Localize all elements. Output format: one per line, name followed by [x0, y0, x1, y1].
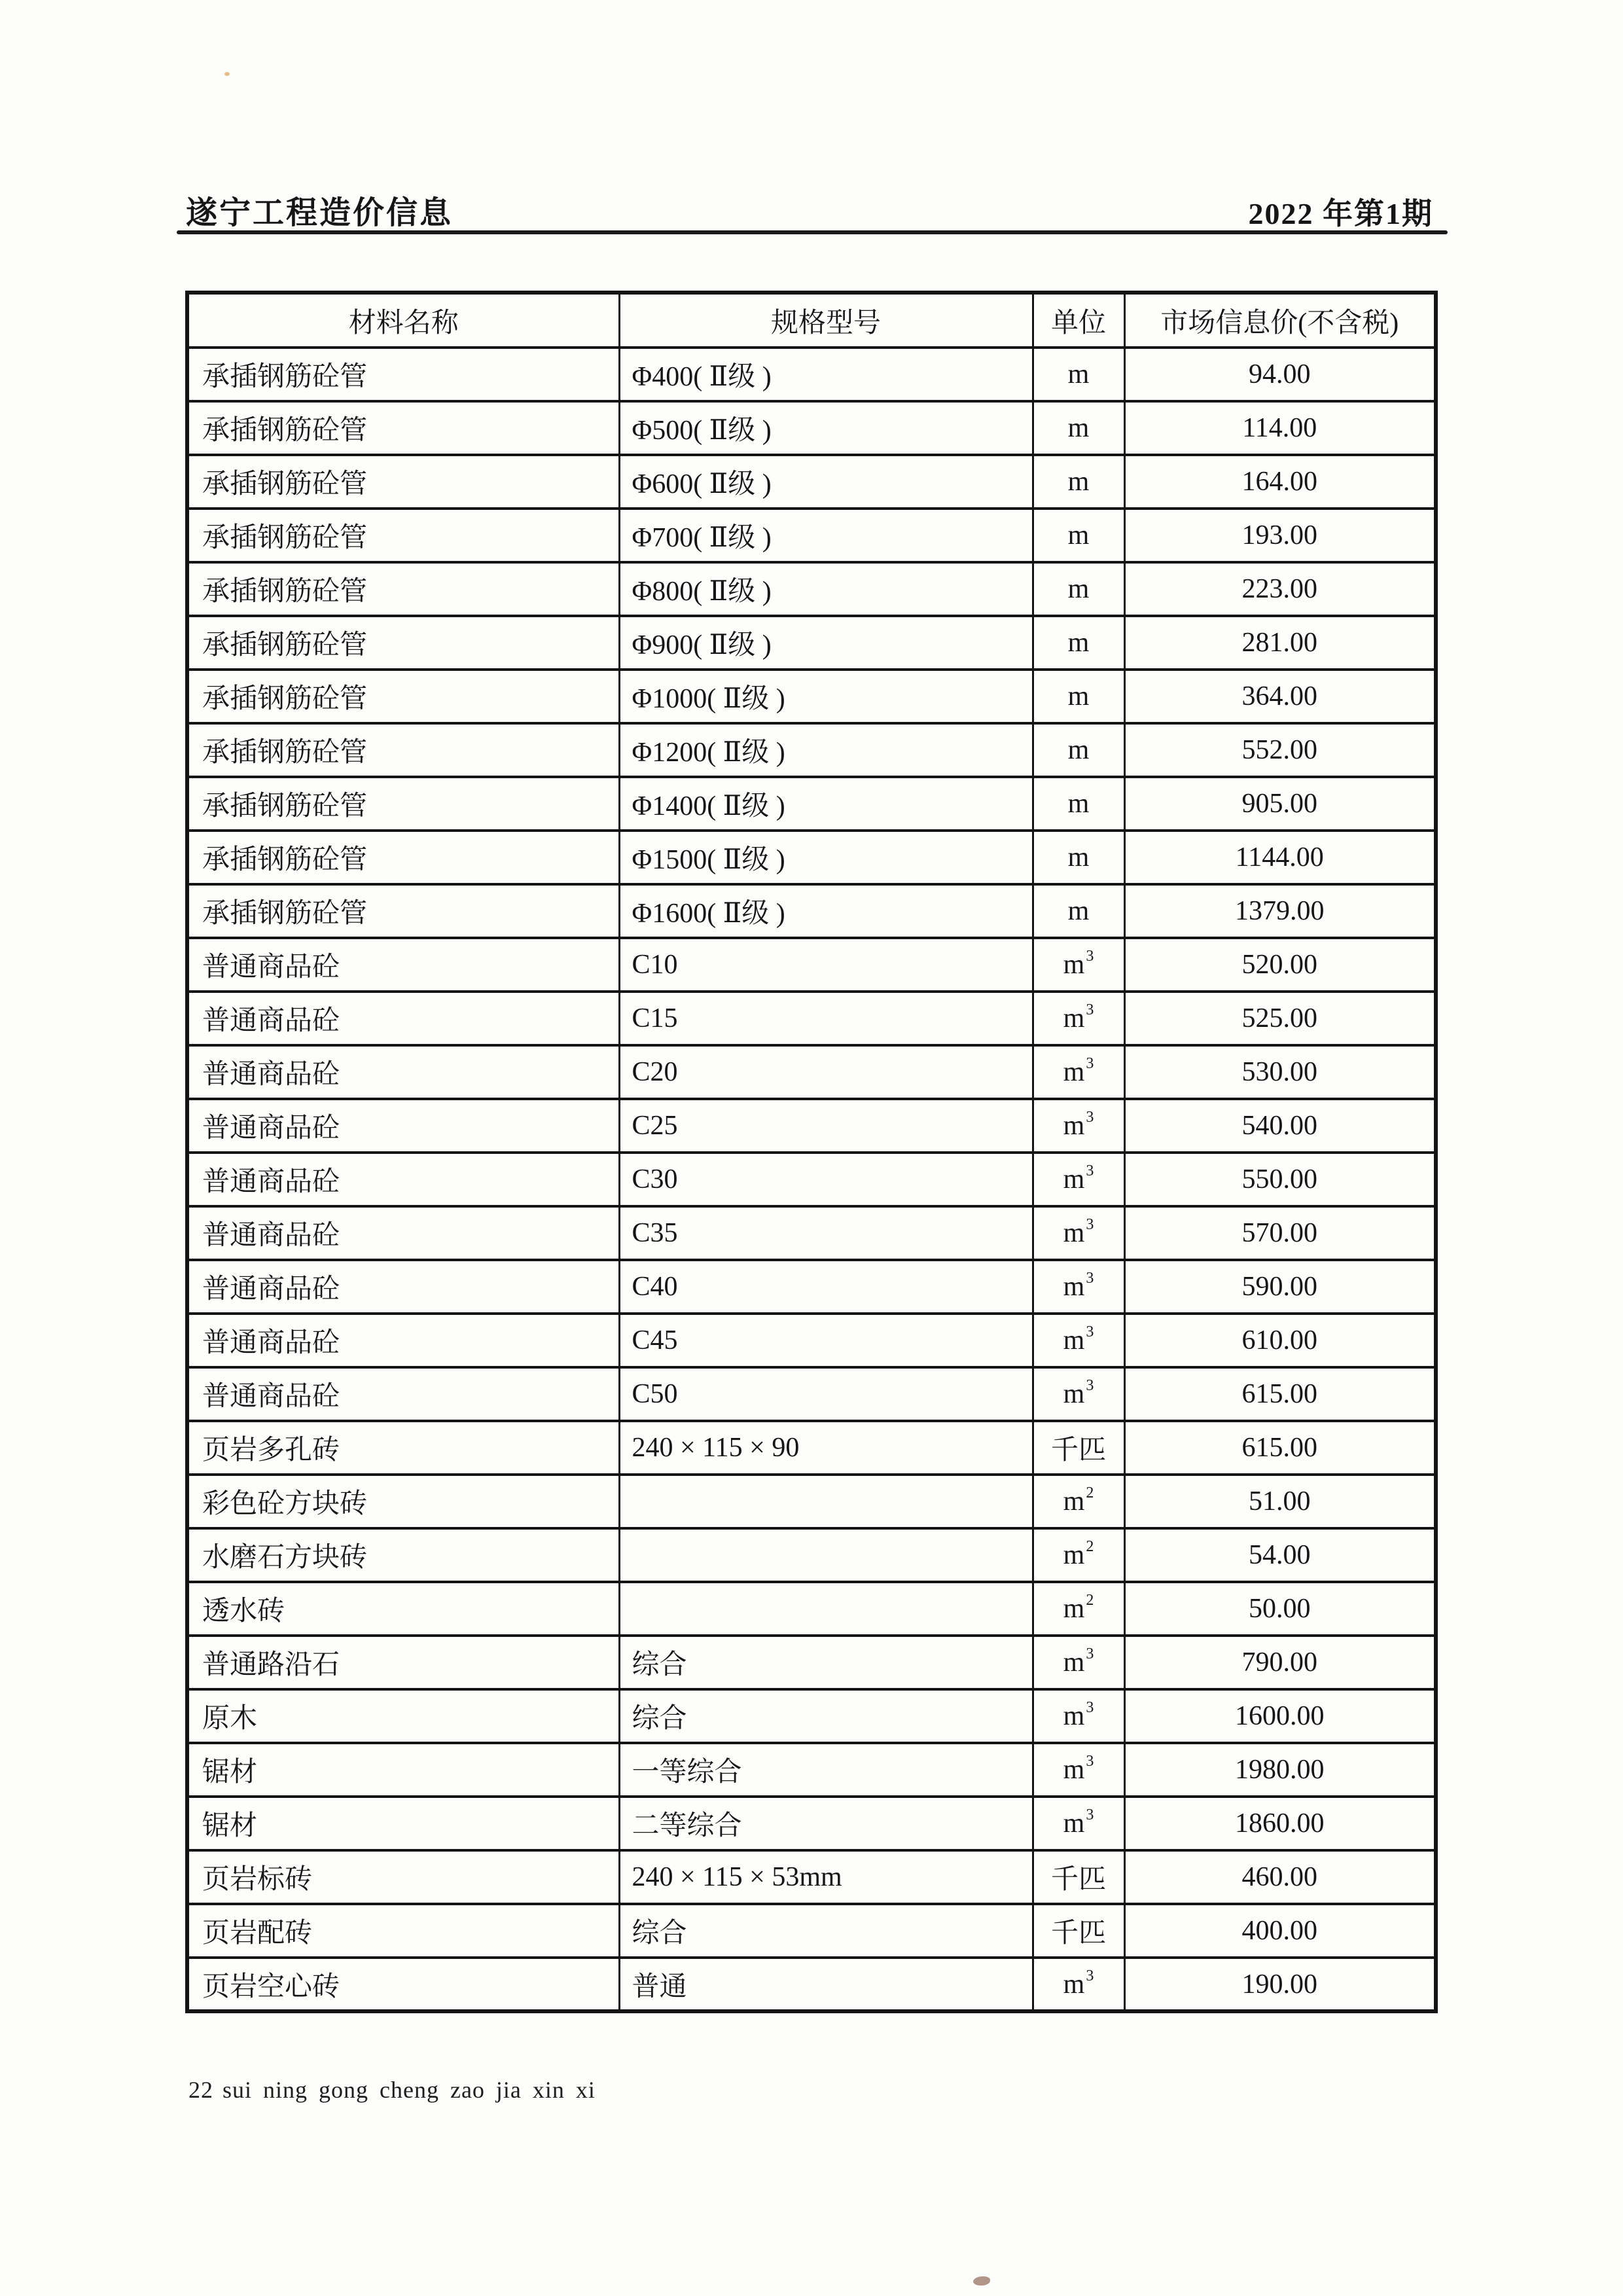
- unit-superscript: 3: [1086, 1270, 1094, 1287]
- table-row: [187, 1636, 1436, 1689]
- material-name-cell: 普通商品砼: [187, 992, 619, 1045]
- table-row: [187, 1958, 1436, 2011]
- unit-base: m: [1067, 574, 1090, 604]
- price-cell: 223.00: [1124, 562, 1436, 616]
- unit-base: m: [1063, 1164, 1085, 1194]
- price-cell: 905.00: [1124, 777, 1436, 831]
- material-name-cell: 普通商品砼: [187, 1367, 619, 1421]
- unit-cell: [1033, 723, 1124, 777]
- spec-cell: [619, 1475, 1033, 1528]
- unit-base: m: [1063, 1111, 1085, 1141]
- material-name-cell: 页岩配砖: [187, 1904, 619, 1958]
- table-row: [187, 1206, 1436, 1260]
- column-header-spec: 规格型号: [619, 293, 1033, 348]
- spec-cell: 240 × 115 × 90: [619, 1421, 1033, 1475]
- table-row: [187, 1904, 1436, 1958]
- price-cell: 610.00: [1124, 1314, 1436, 1367]
- issue-label: 2022 年第1期: [1248, 197, 1433, 230]
- unit-cell: [1033, 1528, 1124, 1582]
- price-cell: 51.00: [1124, 1475, 1436, 1528]
- price-cell: 190.00: [1124, 1958, 1436, 2011]
- price-cell: 615.00: [1124, 1367, 1436, 1421]
- unit-cell: [1033, 1958, 1124, 2011]
- unit-base: m: [1063, 1486, 1085, 1516]
- price-cell: 50.00: [1124, 1582, 1436, 1636]
- price-cell: 460.00: [1124, 1850, 1436, 1904]
- unit-superscript: 3: [1086, 1645, 1094, 1662]
- unit-superscript: 3: [1086, 1699, 1094, 1716]
- table-row: [187, 1421, 1436, 1475]
- material-name-cell: 锯材: [187, 1743, 619, 1797]
- unit-cell: [1033, 1260, 1124, 1314]
- material-name-cell: 锯材: [187, 1797, 619, 1850]
- unit-base: m: [1063, 1272, 1085, 1302]
- material-name-cell: 页岩标砖: [187, 1850, 619, 1904]
- unit-base: m: [1067, 842, 1090, 872]
- material-name-cell: 页岩空心砖: [187, 1958, 619, 2011]
- table-row: [187, 348, 1436, 401]
- unit-cell: [1033, 1743, 1124, 1797]
- material-name-cell: 承插钢筋砼管: [187, 455, 619, 509]
- unit-base: m: [1067, 520, 1090, 550]
- table-body: [187, 348, 1436, 2011]
- unit-base: m: [1063, 950, 1085, 980]
- material-name-cell: 普通商品砼: [187, 938, 619, 992]
- price-cell: 1860.00: [1124, 1797, 1436, 1850]
- table-row: [187, 616, 1436, 670]
- unit-cell: [1033, 1367, 1124, 1421]
- unit-superscript: 3: [1086, 1055, 1094, 1072]
- unit-cell: [1033, 1421, 1124, 1475]
- unit-base: m: [1063, 1701, 1085, 1731]
- page-footer: [188, 2076, 596, 2104]
- table-row: [187, 1528, 1436, 1582]
- price-cell: 520.00: [1124, 938, 1436, 992]
- table-row: [187, 1743, 1436, 1797]
- table-header: [187, 293, 1436, 348]
- spec-cell: C30: [619, 1153, 1033, 1206]
- price-cell: 1379.00: [1124, 884, 1436, 938]
- column-header-unit: 单位: [1033, 293, 1124, 348]
- spec-cell: 综合: [619, 1689, 1033, 1743]
- spec-cell: C25: [619, 1099, 1033, 1153]
- unit-base: m: [1063, 1969, 1085, 2000]
- spec-cell: C10: [619, 938, 1033, 992]
- unit-base: 千匹: [1050, 1918, 1106, 1948]
- unit-base: m: [1067, 359, 1090, 389]
- unit-base: m: [1067, 413, 1090, 443]
- price-cell: 790.00: [1124, 1636, 1436, 1689]
- spec-cell: C50: [619, 1367, 1033, 1421]
- material-name-cell: 普通商品砼: [187, 1153, 619, 1206]
- scan-artifact-speck: [224, 72, 230, 76]
- table-row: [187, 509, 1436, 562]
- unit-cell: [1033, 1797, 1124, 1850]
- unit-cell: [1033, 884, 1124, 938]
- material-name-cell: 承插钢筋砼管: [187, 348, 619, 401]
- unit-base: m: [1063, 1755, 1085, 1785]
- table-row: [187, 1582, 1436, 1636]
- price-cell: 193.00: [1124, 509, 1436, 562]
- table-row: [187, 884, 1436, 938]
- spec-cell: C40: [619, 1260, 1033, 1314]
- unit-cell: [1033, 1850, 1124, 1904]
- unit-cell: [1033, 1206, 1124, 1260]
- price-cell: 114.00: [1124, 401, 1436, 455]
- unit-cell: [1033, 1153, 1124, 1206]
- material-name-cell: 承插钢筋砼管: [187, 670, 619, 723]
- spec-cell: Φ500( Ⅱ级 ): [619, 401, 1033, 455]
- price-cell: 570.00: [1124, 1206, 1436, 1260]
- table-row: [187, 777, 1436, 831]
- price-cell: 530.00: [1124, 1045, 1436, 1099]
- unit-cell: [1033, 401, 1124, 455]
- price-cell: 54.00: [1124, 1528, 1436, 1582]
- unit-cell: [1033, 992, 1124, 1045]
- material-price-table: [185, 291, 1438, 2013]
- table-row: [187, 1099, 1436, 1153]
- table-header-row: [187, 293, 1436, 348]
- spec-cell: 综合: [619, 1636, 1033, 1689]
- table-row: [187, 831, 1436, 884]
- unit-base: m: [1067, 467, 1090, 497]
- spec-cell: C45: [619, 1314, 1033, 1367]
- footer-pinyin-text: sui ning gong cheng zao jia xin xi: [223, 2077, 596, 2103]
- column-header-price: 市场信息价(不含税): [1124, 293, 1436, 348]
- unit-base: m: [1067, 896, 1090, 926]
- table-row: [187, 992, 1436, 1045]
- column-header-material: 材料名称: [187, 293, 619, 348]
- table-row: [187, 401, 1436, 455]
- unit-cell: [1033, 616, 1124, 670]
- material-name-cell: 承插钢筋砼管: [187, 401, 619, 455]
- unit-base: m: [1063, 1808, 1085, 1839]
- material-name-cell: 页岩多孔砖: [187, 1421, 619, 1475]
- price-cell: 1980.00: [1124, 1743, 1436, 1797]
- price-cell: 400.00: [1124, 1904, 1436, 1958]
- unit-cell: [1033, 1314, 1124, 1367]
- spec-cell: Φ800( Ⅱ级 ): [619, 562, 1033, 616]
- table-row: [187, 1153, 1436, 1206]
- unit-cell: [1033, 1689, 1124, 1743]
- unit-superscript: 3: [1086, 1377, 1094, 1394]
- unit-cell: [1033, 562, 1124, 616]
- material-name-cell: 承插钢筋砼管: [187, 777, 619, 831]
- material-name-cell: 承插钢筋砼管: [187, 616, 619, 670]
- unit-superscript: 3: [1086, 1806, 1094, 1823]
- material-name-cell: 水磨石方块砖: [187, 1528, 619, 1582]
- spec-cell: Φ900( Ⅱ级 ): [619, 616, 1033, 670]
- spec-cell: 综合: [619, 1904, 1033, 1958]
- material-name-cell: 透水砖: [187, 1582, 619, 1636]
- price-cell: 525.00: [1124, 992, 1436, 1045]
- table-row: [187, 670, 1436, 723]
- price-cell: 540.00: [1124, 1099, 1436, 1153]
- unit-cell: [1033, 670, 1124, 723]
- unit-superscript: 3: [1086, 1109, 1094, 1126]
- unit-base: m: [1063, 1003, 1085, 1033]
- price-cell: 1600.00: [1124, 1689, 1436, 1743]
- unit-superscript: 3: [1086, 948, 1094, 965]
- unit-base: m: [1067, 628, 1090, 658]
- spec-cell: Φ1500( Ⅱ级 ): [619, 831, 1033, 884]
- spec-cell: [619, 1582, 1033, 1636]
- unit-cell: [1033, 348, 1124, 401]
- unit-base: m: [1063, 1325, 1085, 1355]
- price-cell: 615.00: [1124, 1421, 1436, 1475]
- price-cell: 550.00: [1124, 1153, 1436, 1206]
- material-name-cell: 普通路沿石: [187, 1636, 619, 1689]
- price-cell: 590.00: [1124, 1260, 1436, 1314]
- spec-cell: 240 × 115 × 53mm: [619, 1850, 1033, 1904]
- unit-base: 千匹: [1050, 1865, 1106, 1895]
- material-name-cell: 普通商品砼: [187, 1206, 619, 1260]
- material-name-cell: 承插钢筋砼管: [187, 509, 619, 562]
- table-row: [187, 1260, 1436, 1314]
- material-name-cell: 普通商品砼: [187, 1099, 619, 1153]
- unit-superscript: 2: [1086, 1484, 1094, 1501]
- price-cell: 552.00: [1124, 723, 1436, 777]
- spec-cell: C20: [619, 1045, 1033, 1099]
- unit-base: m: [1067, 735, 1090, 765]
- unit-superscript: 3: [1086, 1162, 1094, 1179]
- price-cell: 94.00: [1124, 348, 1436, 401]
- spec-cell: C35: [619, 1206, 1033, 1260]
- material-name-cell: 承插钢筋砼管: [187, 562, 619, 616]
- table-row: [187, 723, 1436, 777]
- unit-cell: [1033, 1099, 1124, 1153]
- material-name-cell: 普通商品砼: [187, 1314, 619, 1367]
- table-row: [187, 1850, 1436, 1904]
- spec-cell: 二等综合: [619, 1797, 1033, 1850]
- spec-cell: Φ1200( Ⅱ级 ): [619, 723, 1033, 777]
- journal-title: 遂宁工程造价信息: [186, 196, 454, 230]
- unit-cell: [1033, 1904, 1124, 1958]
- unit-cell: [1033, 1636, 1124, 1689]
- table-row: [187, 1475, 1436, 1528]
- material-name-cell: 普通商品砼: [187, 1045, 619, 1099]
- table-row: [187, 1797, 1436, 1850]
- unit-base: 千匹: [1050, 1435, 1106, 1465]
- spec-cell: 普通: [619, 1958, 1033, 2011]
- spec-cell: 一等综合: [619, 1743, 1033, 1797]
- unit-superscript: 3: [1086, 1001, 1094, 1018]
- unit-superscript: 3: [1086, 1753, 1094, 1770]
- table-row: [187, 1045, 1436, 1099]
- unit-cell: [1033, 1582, 1124, 1636]
- unit-cell: [1033, 938, 1124, 992]
- unit-base: m: [1063, 1379, 1085, 1409]
- table-row: [187, 1689, 1436, 1743]
- unit-superscript: 2: [1086, 1592, 1094, 1609]
- material-name-cell: 承插钢筋砼管: [187, 884, 619, 938]
- spec-cell: Φ600( Ⅱ级 ): [619, 455, 1033, 509]
- price-cell: 164.00: [1124, 455, 1436, 509]
- spec-cell: Φ1000( Ⅱ级 ): [619, 670, 1033, 723]
- spec-cell: Φ1400( Ⅱ级 ): [619, 777, 1033, 831]
- scan-artifact-speck: [973, 2276, 990, 2286]
- unit-superscript: 3: [1086, 1216, 1094, 1233]
- unit-base: m: [1067, 681, 1090, 711]
- table-row: [187, 938, 1436, 992]
- unit-superscript: 2: [1086, 1538, 1094, 1555]
- price-cell: 364.00: [1124, 670, 1436, 723]
- spec-cell: C15: [619, 992, 1033, 1045]
- unit-base: m: [1063, 1594, 1085, 1624]
- material-name-cell: 普通商品砼: [187, 1260, 619, 1314]
- unit-base: m: [1063, 1647, 1085, 1677]
- unit-superscript: 3: [1086, 1323, 1094, 1340]
- price-cell: 281.00: [1124, 616, 1436, 670]
- spec-cell: Φ400( Ⅱ级 ): [619, 348, 1033, 401]
- unit-base: m: [1063, 1218, 1085, 1248]
- unit-base: m: [1067, 789, 1090, 819]
- spec-cell: [619, 1528, 1033, 1582]
- material-name-cell: 彩色砼方块砖: [187, 1475, 619, 1528]
- material-name-cell: 承插钢筋砼管: [187, 723, 619, 777]
- table-row: [187, 1367, 1436, 1421]
- material-name-cell: 原木: [187, 1689, 619, 1743]
- unit-superscript: 3: [1086, 1967, 1094, 1984]
- spec-cell: Φ1600( Ⅱ级 ): [619, 884, 1033, 938]
- table-row: [187, 1314, 1436, 1367]
- unit-cell: [1033, 1045, 1124, 1099]
- unit-cell: [1033, 455, 1124, 509]
- price-cell: 1144.00: [1124, 831, 1436, 884]
- spec-cell: Φ700( Ⅱ级 ): [619, 509, 1033, 562]
- material-name-cell: 承插钢筋砼管: [187, 831, 619, 884]
- unit-cell: [1033, 1475, 1124, 1528]
- unit-cell: [1033, 831, 1124, 884]
- unit-base: m: [1063, 1540, 1085, 1570]
- unit-cell: [1033, 509, 1124, 562]
- unit-cell: [1033, 777, 1124, 831]
- page-number: 22: [188, 2077, 213, 2103]
- table-row: [187, 562, 1436, 616]
- header-rule-divider: [177, 230, 1448, 234]
- unit-base: m: [1063, 1057, 1085, 1087]
- table-row: [187, 455, 1436, 509]
